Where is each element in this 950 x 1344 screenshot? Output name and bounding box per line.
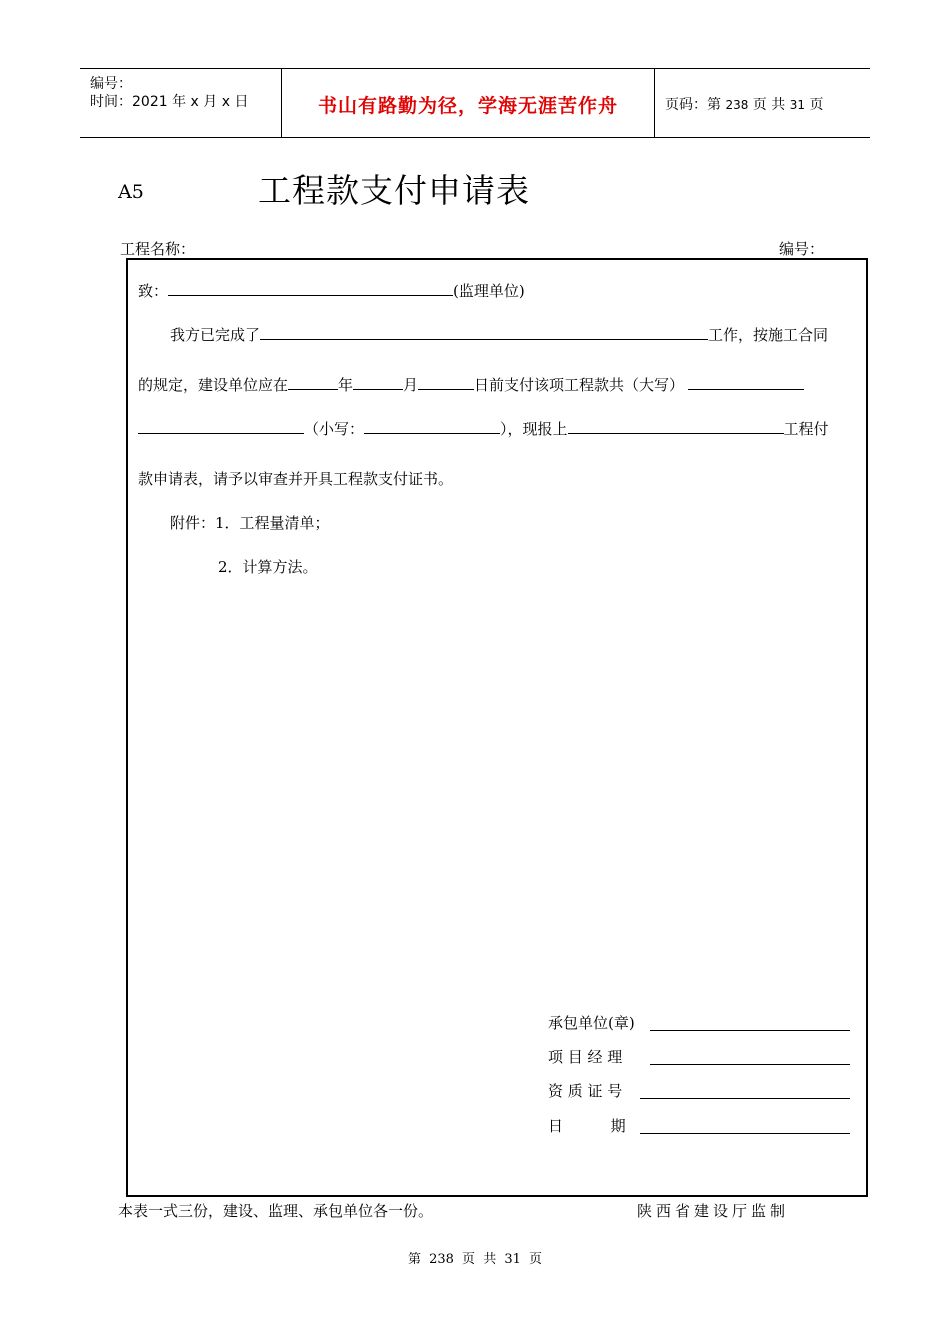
contract-label: 工作，按施工合同: [708, 326, 829, 344]
attachment-2: 2．计算方法。: [218, 558, 318, 576]
paragraph-line-2: [138, 374, 804, 395]
qualification-row: [548, 1080, 622, 1101]
date-label: 日 期: [548, 1117, 626, 1135]
page-prefix: 页码：第: [665, 97, 726, 113]
header-table: [80, 68, 870, 138]
form-body-box: [126, 258, 868, 1197]
contractor-blank[interactable]: [650, 1030, 850, 1031]
page-suffix: 页: [805, 97, 824, 113]
header-id-label: 编号：: [90, 76, 132, 92]
date-blank[interactable]: [640, 1133, 850, 1134]
manager-label: 项 目 经 理: [548, 1048, 623, 1066]
manager-blank[interactable]: [650, 1064, 850, 1065]
header-motto: 书山有路勤为径，学海无涯苦作舟: [317, 95, 618, 117]
form-number-label: 编号：: [779, 240, 825, 258]
to-label: 致：: [138, 282, 169, 300]
qualification-blank[interactable]: [640, 1098, 850, 1099]
page-current: 238: [725, 98, 749, 112]
form-code: A5: [118, 181, 144, 203]
amount-upper-blank-cont[interactable]: [138, 418, 304, 434]
supervisor-unit-label: (监理单位): [453, 282, 525, 300]
addressee-line: [138, 280, 525, 301]
amount-upper-label: 日前支付该项工程款共（大写）: [474, 376, 685, 394]
page-footer: 第 238 页 共 31 页: [407, 1252, 543, 1267]
header-page-number: [665, 94, 823, 114]
pay-by-label: 的规定，建设单位应在: [138, 376, 289, 394]
page-total: 31: [789, 98, 805, 112]
contractor-row: [548, 1012, 635, 1033]
header-meta-cell: [80, 69, 282, 137]
day-blank[interactable]: [418, 374, 474, 390]
qualification-label: 资 质 证 号: [548, 1082, 623, 1100]
supervisor-unit-blank[interactable]: [168, 280, 453, 296]
completed-label: 我方已完成了: [170, 326, 261, 344]
work-item-blank[interactable]: [260, 324, 708, 340]
paragraph-line-1: [170, 324, 828, 345]
date-row: [548, 1115, 626, 1136]
header-page-cell: [655, 69, 870, 137]
header-time: 时间：2021 年 x 月 x 日: [90, 94, 249, 110]
header-motto-cell: [282, 69, 655, 137]
month-label: 月: [403, 376, 419, 394]
amount-upper-blank[interactable]: [688, 374, 804, 390]
page-middle: 页 共: [748, 97, 790, 113]
submit-label: ），现报上: [500, 420, 568, 438]
project-name-label: 工程名称：: [120, 240, 196, 258]
amount-lower-blank[interactable]: [364, 418, 500, 434]
manager-row: [548, 1046, 622, 1067]
paragraph-line-4: 款申请表，请予以审查并开具工程款支付证书。: [138, 470, 454, 488]
form-title: 工程款支付申请表: [258, 171, 530, 210]
amount-lower-label: （小写：: [304, 420, 365, 438]
paragraph-line-3: [138, 418, 829, 439]
copies-note: 本表一式三份，建设、监理、承包单位各一份。: [118, 1202, 434, 1220]
submission-blank[interactable]: [568, 418, 784, 434]
payment-label: 工程付: [783, 420, 829, 438]
year-blank[interactable]: [288, 374, 338, 390]
contractor-label: 承包单位(章): [548, 1014, 635, 1032]
month-blank[interactable]: [353, 374, 403, 390]
issuer-note: 陕西省建设厅监制: [637, 1202, 790, 1220]
year-label: 年: [338, 376, 354, 394]
attachment-1: 附件：1．工程量清单；: [170, 514, 330, 532]
